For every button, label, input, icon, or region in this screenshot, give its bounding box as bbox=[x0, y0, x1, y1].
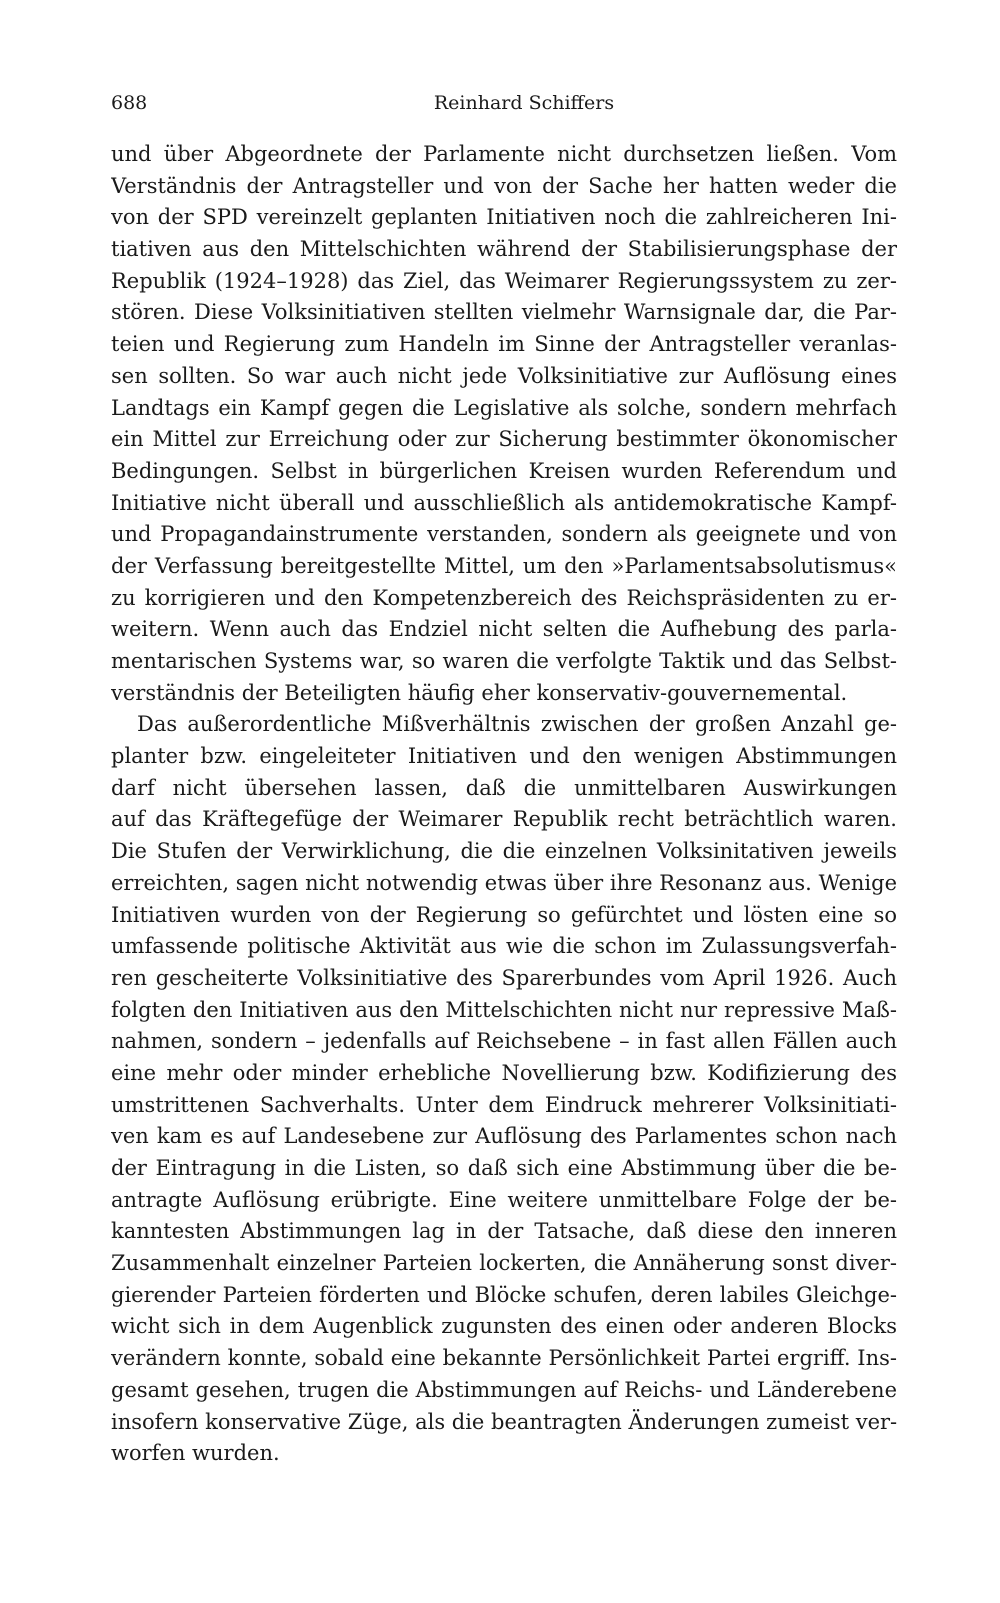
text-line: und Propagandainstrumente verstanden, sondern als geeignete und von bbox=[111, 522, 897, 547]
text-line: verständnis der Beteiligten häufig eher konservativ-gouvernemental. bbox=[111, 680, 848, 705]
text-line: insofern konservative Züge, als die beantragten Änderungen zumeist ver- bbox=[111, 1409, 897, 1434]
text-line: darf nicht übersehen lassen, daß die unmittelbaren Auswirkungen bbox=[111, 775, 897, 800]
text-line: Initiativen wurden von der Regierung so gefürchtet und lösten eine so bbox=[111, 902, 897, 927]
text-line: zu korrigieren und den Kompetenzbereich des Reichspräsidenten zu er- bbox=[111, 585, 897, 610]
text-line: Das außerordentliche Mißverhältnis zwischen der großen Anzahl ge- bbox=[137, 712, 897, 737]
text-line: ein Mittel zur Erreichung oder zur Sicherung bestimmter ökonomischer bbox=[111, 427, 897, 452]
text-line: Verständnis der Antragsteller und von der Sache her hatten weder die bbox=[111, 173, 897, 198]
text-line: auf das Kräftegefüge der Weimarer Republik recht beträchtlich waren. bbox=[111, 807, 897, 832]
text-line: tiativen aus den Mittelschichten während der Stabilisierungsphase der bbox=[111, 237, 897, 262]
text-line: folgten den Initiativen aus den Mittelschichten nicht nur repressive Maß- bbox=[111, 997, 897, 1022]
text-line: Initiative nicht überall und ausschließlich als antidemokratische Kampf- bbox=[111, 490, 897, 515]
text-line: planter bzw. eingeleiteter Initiativen und den wenigen Abstimmungen bbox=[111, 744, 897, 769]
text-line: umfassende politische Aktivität aus wie die schon im Zulassungsverfah- bbox=[111, 934, 897, 959]
text-line: von der SPD vereinzelt geplanten Initiativen noch die zahlreicheren Ini- bbox=[111, 205, 897, 230]
text-line: kanntesten Abstimmungen lag in der Tatsache, daß diese den inneren bbox=[111, 1219, 897, 1244]
text-line: gierender Parteien förderten und Blöcke schufen, deren labiles Gleichge- bbox=[111, 1282, 897, 1307]
body-text bbox=[111, 139, 897, 1470]
text-line: Landtags ein Kampf gegen die Legislative als solche, sondern mehrfach bbox=[111, 395, 897, 420]
text-line: erreichten, sagen nicht notwendig etwas über ihre Resonanz aus. Wenige bbox=[111, 870, 897, 895]
running-head bbox=[111, 90, 897, 116]
text-line: Die Stufen der Verwirklichung, die die einzelnen Volksinitativen jeweils bbox=[111, 839, 897, 864]
text-line: antragte Auflösung erübrigte. Eine weitere unmittelbare Folge der be- bbox=[111, 1187, 897, 1212]
text-line: Republik (1924–1928) das Ziel, das Weimarer Regierungssystem zu zer- bbox=[111, 268, 897, 293]
running-title: Reinhard Schiffers bbox=[433, 92, 615, 114]
text-line: sen sollten. So war auch nicht jede Volksinitiative zur Auflösung eines bbox=[111, 363, 897, 388]
text-line: der Eintragung in die Listen, so daß sich eine Abstimmung über die be- bbox=[111, 1156, 897, 1180]
text-line: teien und Regierung zum Handeln im Sinne der Antragsteller veranlas- bbox=[111, 332, 897, 357]
page-number: 688 bbox=[111, 92, 148, 114]
text-line: wicht sich in dem Augenblick zugunsten des einen oder anderen Blocks bbox=[111, 1314, 897, 1339]
text-line: mentarischen Systems war, so waren die verfolgte Taktik und das Selbst- bbox=[111, 649, 897, 673]
text-line: weitern. Wenn auch das Endziel nicht selten die Aufhebung des parla- bbox=[111, 617, 897, 642]
text-line: der Verfassung bereitgestellte Mittel, um den »Parlamentsabsolutismus« bbox=[111, 553, 897, 578]
text-line: stören. Diese Volksinitiativen stellten vielmehr Warnsignale dar, die Par- bbox=[111, 300, 897, 325]
text-line: verändern konnte, sobald eine bekannte Persönlichkeit Partei ergriff. Ins- bbox=[111, 1346, 897, 1371]
text-line: ven kam es auf Landesebene zur Auflösung des Parlamentes schon nach bbox=[111, 1124, 897, 1149]
text-line: worfen wurden. bbox=[111, 1441, 280, 1466]
text-line: gesamt gesehen, trugen die Abstimmungen auf Reichs- und Länderebene bbox=[111, 1377, 897, 1402]
text-line: und über Abgeordnete der Parlamente nicht durchsetzen ließen. Vom bbox=[111, 142, 897, 166]
text-line: Bedingungen. Selbst in bürgerlichen Kreisen wurden Referendum und bbox=[111, 458, 897, 483]
text-line: Zusammenhalt einzelner Parteien lockerten, die Annäherung sonst diver- bbox=[111, 1251, 897, 1276]
text-line: umstrittenen Sachverhalts. Unter dem Eindruck mehrerer Volksinitiati- bbox=[111, 1092, 897, 1117]
text-line: ren gescheiterte Volksinitiative des Sparerbundes vom April 1926. Auch bbox=[111, 965, 897, 990]
text-line: eine mehr oder minder erhebliche Novellierung bzw. Kodifizierung des bbox=[111, 1060, 897, 1085]
text-line: nahmen, sondern – jedenfalls auf Reichsebene – in fast allen Fällen auch bbox=[111, 1029, 897, 1054]
